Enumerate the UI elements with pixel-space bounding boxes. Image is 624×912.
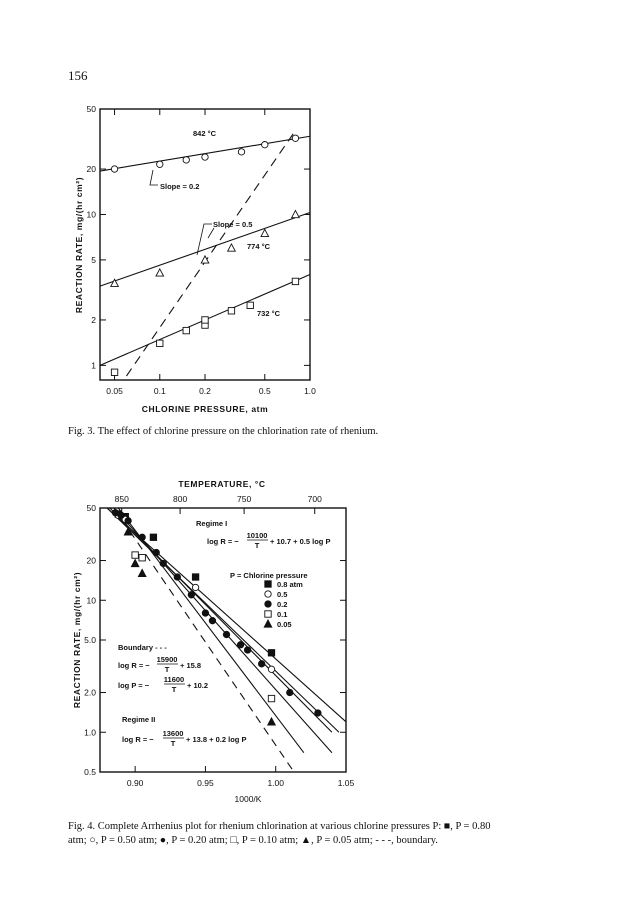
fig4-regime1-label: Regime I: [196, 519, 228, 528]
fig4-data-point: [131, 559, 139, 566]
fig3-x-tick-label: 0.5: [258, 386, 271, 396]
fig3-label-774: 774 °C: [247, 242, 271, 251]
fig4-y-axis-title: REACTION RATE, mg/(hr cm²): [72, 571, 82, 709]
fig4-legend-marker: [265, 601, 271, 607]
fig4-data-point: [174, 574, 180, 580]
fig4-top-axis-title: TEMPERATURE, °C: [178, 479, 266, 489]
fig4-data-point: [237, 642, 243, 648]
fig4-data-point: [287, 689, 293, 695]
fig4-x-tick-label: 0.90: [126, 778, 144, 788]
fig4-y-tick-label: 1.0: [84, 727, 96, 738]
fig4-boundary-label: Boundary - - -: [118, 643, 167, 652]
fig4-data-point: [202, 610, 208, 616]
fig4-legend-label: 0.8 atm: [277, 580, 303, 589]
fig4-caption-line2: atm; ○, P = 0.50 atm; ●, P = 0.20 atm; □, P = 0.10 atm; ▲, P = 0.05 atm; - - -, boundary.: [68, 835, 438, 846]
fig4-top-tick-label: 750: [237, 494, 252, 504]
fig4-legend-title: P = Chlorine pressure: [230, 571, 308, 580]
fig4-y-tick-label: 50: [86, 503, 96, 513]
fig4-x-tick-label: 1.05: [337, 778, 355, 788]
fig3-y-tick-label: 2: [91, 314, 96, 325]
fig4-top-tick-label: 850: [114, 494, 129, 504]
fig3-y-tick-label: 50: [86, 104, 96, 114]
fig4-x-axis-title: 1000/K: [234, 794, 262, 804]
fig3-label-842: 842 °C: [193, 129, 217, 138]
fig4-y-tick-label: 2.0: [84, 687, 96, 698]
fig4-data-point: [118, 512, 124, 518]
fig4-regime2-label: Regime II: [122, 715, 156, 724]
fig4-data-point: [192, 584, 198, 590]
fig4-plot-frame: [100, 508, 346, 772]
fig4-data-point: [244, 647, 250, 653]
fig4-x-tick-label: 0.95: [197, 778, 214, 788]
fig3-label-slope-05: Slope = 0.5: [213, 220, 253, 229]
fig3-x-tick-label: 1.0: [304, 386, 316, 396]
fig4-b2-den: T: [171, 685, 177, 694]
fig4-caption: [68, 820, 568, 848]
fig4-data-point: [139, 555, 145, 561]
fig4-b1-lhs: log R = −: [118, 661, 150, 670]
fig4-data-point: [125, 518, 131, 524]
fig4-y-tick-label: 10: [86, 595, 96, 606]
fig4-b2-rhs: + 10.2: [187, 681, 209, 690]
fig4-data-point: [223, 631, 229, 637]
fig3-y-tick-label: 20: [86, 164, 96, 175]
fig4-legend-label: 0.1: [277, 610, 288, 619]
fig4-data-point: [268, 718, 276, 725]
fig4-regime2-num: 13600: [162, 729, 184, 738]
fig4-fit-line: [114, 508, 294, 772]
fig4-regime1-den: T: [254, 541, 260, 550]
page-number: 156: [68, 68, 88, 83]
fig3-x-tick-label: 0.1: [153, 386, 166, 396]
fig4-b2-lhs: log P = −: [118, 681, 150, 690]
fig4-data-point: [160, 560, 166, 566]
fig4-regime2-rhs: + 13.8 + 0.2 log P: [186, 735, 247, 744]
fig3-caption: Fig. 3. The effect of chlorine pressure on the chlorination rate of rhenium.: [68, 426, 379, 437]
fig4-legend-marker: [265, 581, 271, 587]
fig4-legend-label: 0.5: [277, 590, 288, 599]
fig4-data-point: [315, 710, 321, 716]
fig4-legend-label: 0.05: [277, 620, 292, 629]
fig4-data-point: [258, 661, 264, 667]
fig4-y-tick-label: 20: [86, 555, 96, 566]
fig4-y-tick-label: 0.5: [84, 767, 96, 777]
fig3-y-tick-label: 5: [91, 254, 96, 265]
fig3-x-axis-title: CHLORINE PRESSURE, atm: [141, 404, 269, 414]
fig4-y-tick-label: 5.0: [84, 635, 96, 645]
fig4-legend-label: 0.2: [277, 600, 288, 609]
fig4-legend-marker: [265, 611, 271, 617]
fig4-data-point: [192, 574, 198, 580]
fig4-regime2-den: T: [170, 739, 176, 748]
fig4-data-point: [188, 592, 194, 598]
fig4-b2-num: 11600: [163, 675, 185, 684]
fig4-data-point: [268, 695, 274, 701]
fig4-b1-den: T: [164, 665, 170, 674]
fig3-x-tick-label: 0.05: [106, 386, 123, 396]
fig4-caption-line1: Fig. 4. Complete Arrhenius plot for rhenium chlorination at various chlorine pressures P: ■, P = 0.80: [68, 821, 491, 832]
fig3-y-tick-label: 1: [91, 360, 96, 371]
fig4-data-point: [268, 650, 274, 656]
fig4-regime2-lhs: log R = −: [122, 735, 154, 744]
fig4-b1-num: 15900: [156, 655, 178, 664]
fig4-regime1-lhs: log R = −: [207, 537, 239, 546]
fig4-regime1-num: 10100: [246, 531, 268, 540]
fig4-data-point: [209, 618, 215, 624]
fig4-data-point: [150, 534, 156, 540]
fig4-top-tick-label: 800: [172, 494, 188, 504]
fig4-data-point: [138, 569, 146, 576]
fig4-b1-rhs: + 15.8: [180, 661, 202, 670]
fig4-regime1-rhs: + 10.7 + 0.5 log P: [270, 537, 331, 546]
fig3-y-tick-label: 10: [86, 209, 96, 220]
fig3-y-axis-title: REACTION RATE, mg/(hr cm²): [74, 176, 84, 314]
fig4-legend-marker: [265, 591, 271, 597]
fig4-x-tick-label: 1.00: [267, 778, 284, 788]
fig4-data-point: [153, 549, 159, 555]
fig3-x-tick-label: 0.2: [199, 386, 211, 396]
fig4-data-point: [132, 552, 138, 558]
fig3-label-732: 732 °C: [257, 309, 281, 318]
fig4-legend-marker: [264, 620, 272, 627]
fig4-data-point: [268, 666, 274, 672]
fig4-data-point: [139, 534, 145, 540]
fig4-top-tick-label: 700: [307, 494, 322, 504]
fig3-label-slope-02: Slope = 0.2: [160, 182, 200, 191]
